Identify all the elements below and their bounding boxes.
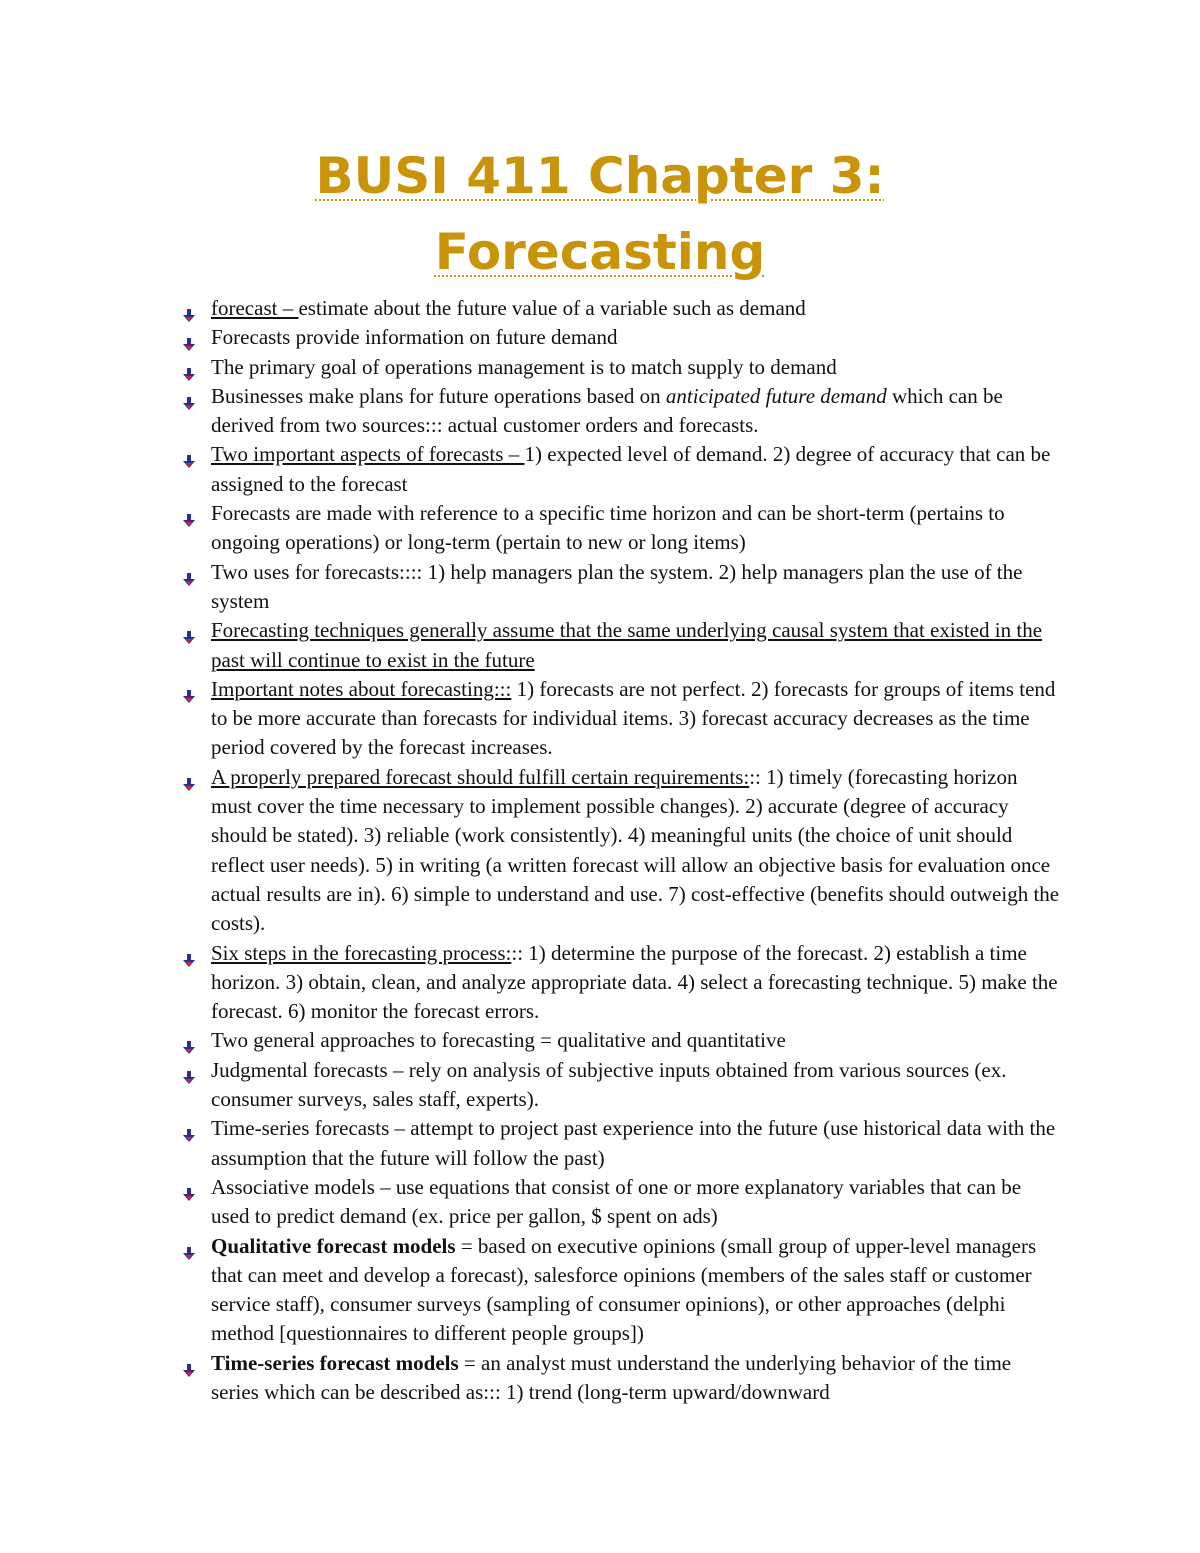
item-text: :: 1) determine the purpose of the forecast. 2) establish a time horizon. 3) obtain, clean, and analyze appropriate data. 4) select a forecasting technique. 5) make the forecast. 6) monitor the forecast errors. (211, 940, 1058, 1024)
underlined-term: Two important aspects of forecasts – (211, 442, 525, 467)
list-item (182, 353, 1062, 382)
down-arrow-icon (182, 771, 196, 785)
down-arrow-icon (182, 1064, 196, 1078)
item-text: 1) expected level of demand. 2) degree of accuracy that can be assigned to the forecast (211, 442, 1051, 496)
item-text: Judgmental forecasts – rely on analysis of subjective inputs obtained from various sources (ex. consumer surveys, sales staff, experts). (211, 1057, 1007, 1112)
item-text: = based on executive opinions (small group of upper-level managers that can meet and develop a forecast), salesforce opinions (members of the sales staff or customer service staff), consumer surveys (sampling of consumer opinions), or other approaches (delphi method [questionnaires to different people groups]) (211, 1233, 1037, 1346)
list-item (182, 763, 1062, 939)
down-arrow-icon (182, 947, 196, 961)
down-arrow-icon (182, 683, 196, 697)
down-arrow-icon (182, 624, 196, 638)
item-text: = an analyst must understand the underlying behavior of the time series which can be described as::: 1) trend (long-term upward/downward (211, 1350, 1012, 1404)
bold-term: Qualitative forecast models (211, 1233, 456, 1258)
down-arrow-icon (182, 1357, 196, 1371)
bold-term: Time-series forecast models (211, 1350, 459, 1375)
list-item (182, 294, 1062, 323)
down-arrow-icon (182, 1240, 196, 1254)
item-text: Two general approaches to forecasting = qualitative and quantitative (211, 1028, 786, 1053)
list-item (182, 558, 1062, 617)
item-text: Forecasts provide information on future demand (211, 325, 618, 350)
down-arrow-icon (182, 1181, 196, 1195)
list-item (182, 1173, 1062, 1232)
down-arrow-icon (182, 331, 196, 345)
title-line-2: Forecasting (434, 223, 766, 281)
list-item (182, 1232, 1062, 1349)
list-item (182, 616, 1062, 675)
down-arrow-icon (182, 1034, 196, 1048)
list-item (182, 499, 1062, 558)
bullet-list (182, 294, 1062, 1407)
item-text: estimate about the future value of a variable such as demand (298, 296, 806, 320)
down-arrow-icon (182, 507, 196, 521)
down-arrow-icon (182, 566, 196, 580)
item-text: :: 1) timely (forecasting horizon must cover the time necessary to implement possible changes). 2) accurate (degree of accuracy should be stated). 3) reliable (work consistently). 4) meaningful units (the choice of unit should reflect user needs). 5) in writing (a written forecast will allow an objective basis for evaluation once actual results are in). 6) simple to understand and use. 7) cost-effective (benefits should outweigh the costs). (211, 764, 1060, 936)
list-item (182, 323, 1062, 352)
item-text: Time-series forecasts – attempt to project past experience into the future (use historical data with the assumption that the future will follow the past) (211, 1116, 1056, 1170)
down-arrow-icon (182, 448, 196, 462)
list-item (182, 939, 1062, 1027)
down-arrow-icon (182, 390, 196, 404)
item-text: Businesses make plans for future operations based on (211, 383, 666, 408)
item-text: 1) forecasts are not perfect. 2) forecasts for groups of items tend to be more accurate than forecasts for individual items. 3) forecast accuracy decreases as the time period covered by the forecast increases. (211, 676, 1056, 760)
list-item (182, 1026, 1062, 1055)
down-arrow-icon (182, 361, 196, 375)
underlined-term: Important notes about forecasting::: (211, 676, 512, 701)
list-item (182, 1114, 1062, 1173)
list-item (182, 1349, 1062, 1408)
title-line-1: BUSI 411 Chapter 3: (315, 147, 885, 205)
italic-text: anticipated future demand (665, 383, 887, 408)
underlined-term: forecast – (211, 296, 299, 320)
page-title (150, 138, 1050, 290)
item-text: Forecasts are made with reference to a specific time horizon and can be short-term (pertains to ongoing operations) or long-term (pertain to new or long items) (211, 501, 1005, 555)
down-arrow-icon (182, 302, 196, 316)
item-text-continued: which can be derived from two sources::: actual customer orders and forecasts. (211, 383, 1003, 438)
list-item (182, 675, 1062, 763)
item-text: The primary goal of operations management is to match supply to demand (211, 354, 837, 379)
down-arrow-icon (182, 1122, 196, 1136)
item-text: Two uses for forecasts:::: 1) help managers plan the system. 2) help managers plan the use of the system (211, 559, 1023, 613)
list-item (182, 1056, 1062, 1115)
list-item (182, 382, 1062, 441)
item-text: Associative models – use equations that consist of one or more explanatory variables that can be used to predict demand (ex. price per gallon, $ spent on ads) (211, 1174, 1022, 1229)
underlined-term: Six steps in the forecasting process: (211, 940, 512, 965)
underlined-term: Forecasting techniques generally assume that the same underlying causal system that existed in the past will continue to exist in the future (211, 618, 1043, 672)
list-item (182, 440, 1062, 499)
underlined-term: A properly prepared forecast should fulfill certain requirements: (211, 764, 750, 789)
